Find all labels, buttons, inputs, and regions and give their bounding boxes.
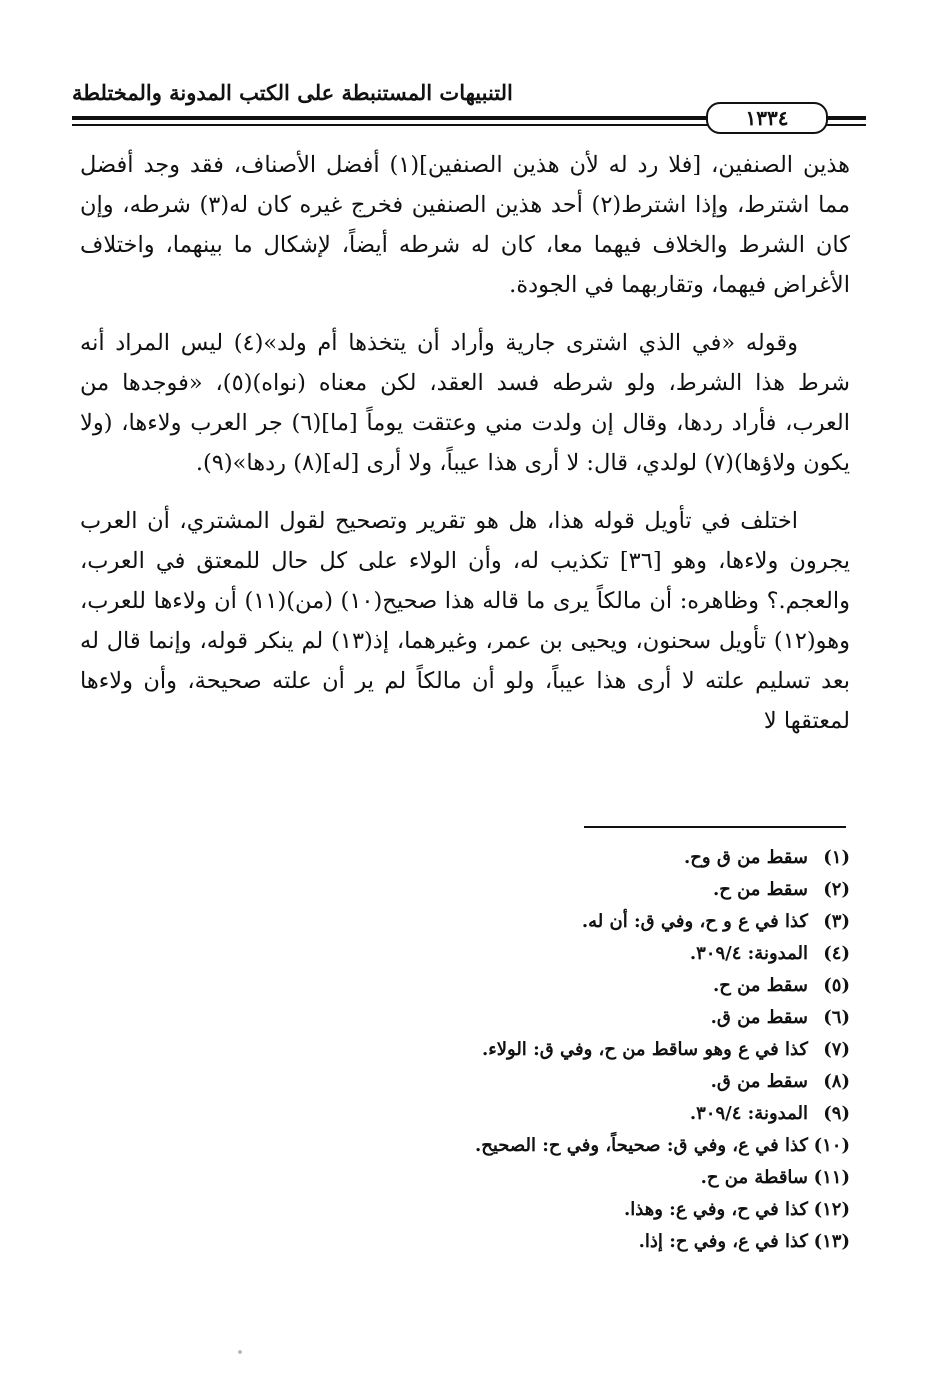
footnote-item: [80, 1098, 850, 1130]
footnote-separator: [584, 826, 846, 828]
footnote-item: [80, 1194, 850, 1226]
footnote-number: (١٣): [813, 1231, 850, 1252]
footnote-number: (٢): [823, 879, 850, 900]
footnote-number: (١): [823, 847, 850, 868]
page-number: ١٣٣٤: [706, 102, 828, 134]
footnotes: [80, 842, 850, 1258]
footnote-text: كذا في ع و ح، وفي ق: أن له.: [581, 911, 808, 932]
footnote-text: سقط من ح.: [712, 879, 808, 900]
footnote-item: [80, 1162, 850, 1194]
footnote-number: (٨): [823, 1071, 850, 1092]
footnote-text: سقط من ق وح.: [684, 847, 808, 868]
footnote-number: (٦): [823, 1007, 850, 1028]
footnote-item: [80, 906, 850, 938]
footnote-number: (١٠): [813, 1135, 850, 1156]
footnote-text: كذا في ح، وفي ع: وهذا.: [624, 1199, 808, 1220]
footnote-item: [80, 1226, 850, 1258]
footnote-number: (١١): [813, 1167, 850, 1188]
footnote-item: [80, 1066, 850, 1098]
scan-speck: [238, 1350, 242, 1354]
footnote-text: المدونة: ٣٠٩/٤.: [689, 1103, 808, 1124]
footnote-number: (٩): [823, 1103, 850, 1124]
footnote-text: سقط من ح.: [712, 975, 808, 996]
footnote-item: [80, 874, 850, 906]
running-title: التنبيهات المستنبطة على الكتب المدونة والمختلطة: [72, 80, 513, 105]
footnote-item: [80, 1034, 850, 1066]
paragraph: وقوله «في الذي اشترى جارية وأراد أن يتخذها أم ولد»(٤) ليس المراد أنه شرط هذا الشرط، ولو شرطه فسد العقد، لكن معناه (نواه)(٥)، «فوجدها من العرب، فأراد ردها، وقال إن ولدت مني وعتقت يوماً [ما](٦) جر العرب ولاءها، (ولا يكون ولاؤها)(٧) لولدي، قال: لا أرى هذا عيباً، ولا أرى [له](٨) ردها»(٩).: [80, 330, 851, 476]
footnote-item: [80, 1002, 850, 1034]
footnote-text: كذا في ع، وفي ق: صحيحاً، وفي ح: الصحيح.: [474, 1135, 808, 1156]
page-header: [72, 80, 866, 140]
footnote-item: [80, 1130, 850, 1162]
paragraph: هذين الصنفين، [فلا رد له لأن هذين الصنفين](١) أفضل الأصناف، فقد وجد أفضل مما اشترط، وإذا اشترط(٢) أحد هذين الصنفين فخرج غيره كان له(٣) شرطه، وإن كان الشرط والخلاف فيهما معا، كان له شرطه أيضاً، لإشكال ما بينهما، واختلاف الأغراض فيهما، وتقاربهما في الجودة.: [80, 152, 851, 298]
footnote-text: المدونة: ٣٠٩/٤.: [689, 943, 808, 964]
footnote-number: (٥): [823, 975, 850, 996]
footnote-item: [80, 842, 850, 874]
footnote-item: [80, 938, 850, 970]
footnote-item: [80, 970, 850, 1002]
footnote-text: كذا في ع وهو ساقط من ح، وفي ق: الولاء.: [482, 1039, 808, 1060]
paragraph: اختلف في تأويل قوله هذا، هل هو تقرير وتصحيح لقول المشتري، أن العرب يجرون ولاءها، وهو [٣٦] تكذيب له، وأن الولاء على كل حال للمعتق في العرب، والعجم.؟ وظاهره: أن مالكاً يرى ما قاله هذا صحيح(١٠) (من)(١١) أن ولاءها للعرب، وهو(١٢) تأويل سحنون، ويحيى بن عمر، وغيرهما، إذ(١٣) لم ينكر قوله، وإنما قال له بعد تسليم علته لا أرى هذا عيباً، ولو أن مالكاً لم ير أن علته صحيحة، وأن ولاءها لمعتقها لا: [80, 508, 850, 734]
footnote-text: ساقطة من ح.: [700, 1167, 808, 1188]
footnote-number: (٣): [823, 911, 850, 932]
footnote-text: كذا في ع، وفي ح: إذا.: [638, 1231, 808, 1252]
main-text: [80, 145, 850, 759]
footnote-number: (١٢): [813, 1199, 850, 1220]
footnote-number: (٤): [823, 943, 850, 964]
footnote-number: (٧): [823, 1039, 850, 1060]
footnote-text: سقط من ق.: [710, 1071, 808, 1092]
footnote-text: سقط من ق.: [710, 1007, 808, 1028]
